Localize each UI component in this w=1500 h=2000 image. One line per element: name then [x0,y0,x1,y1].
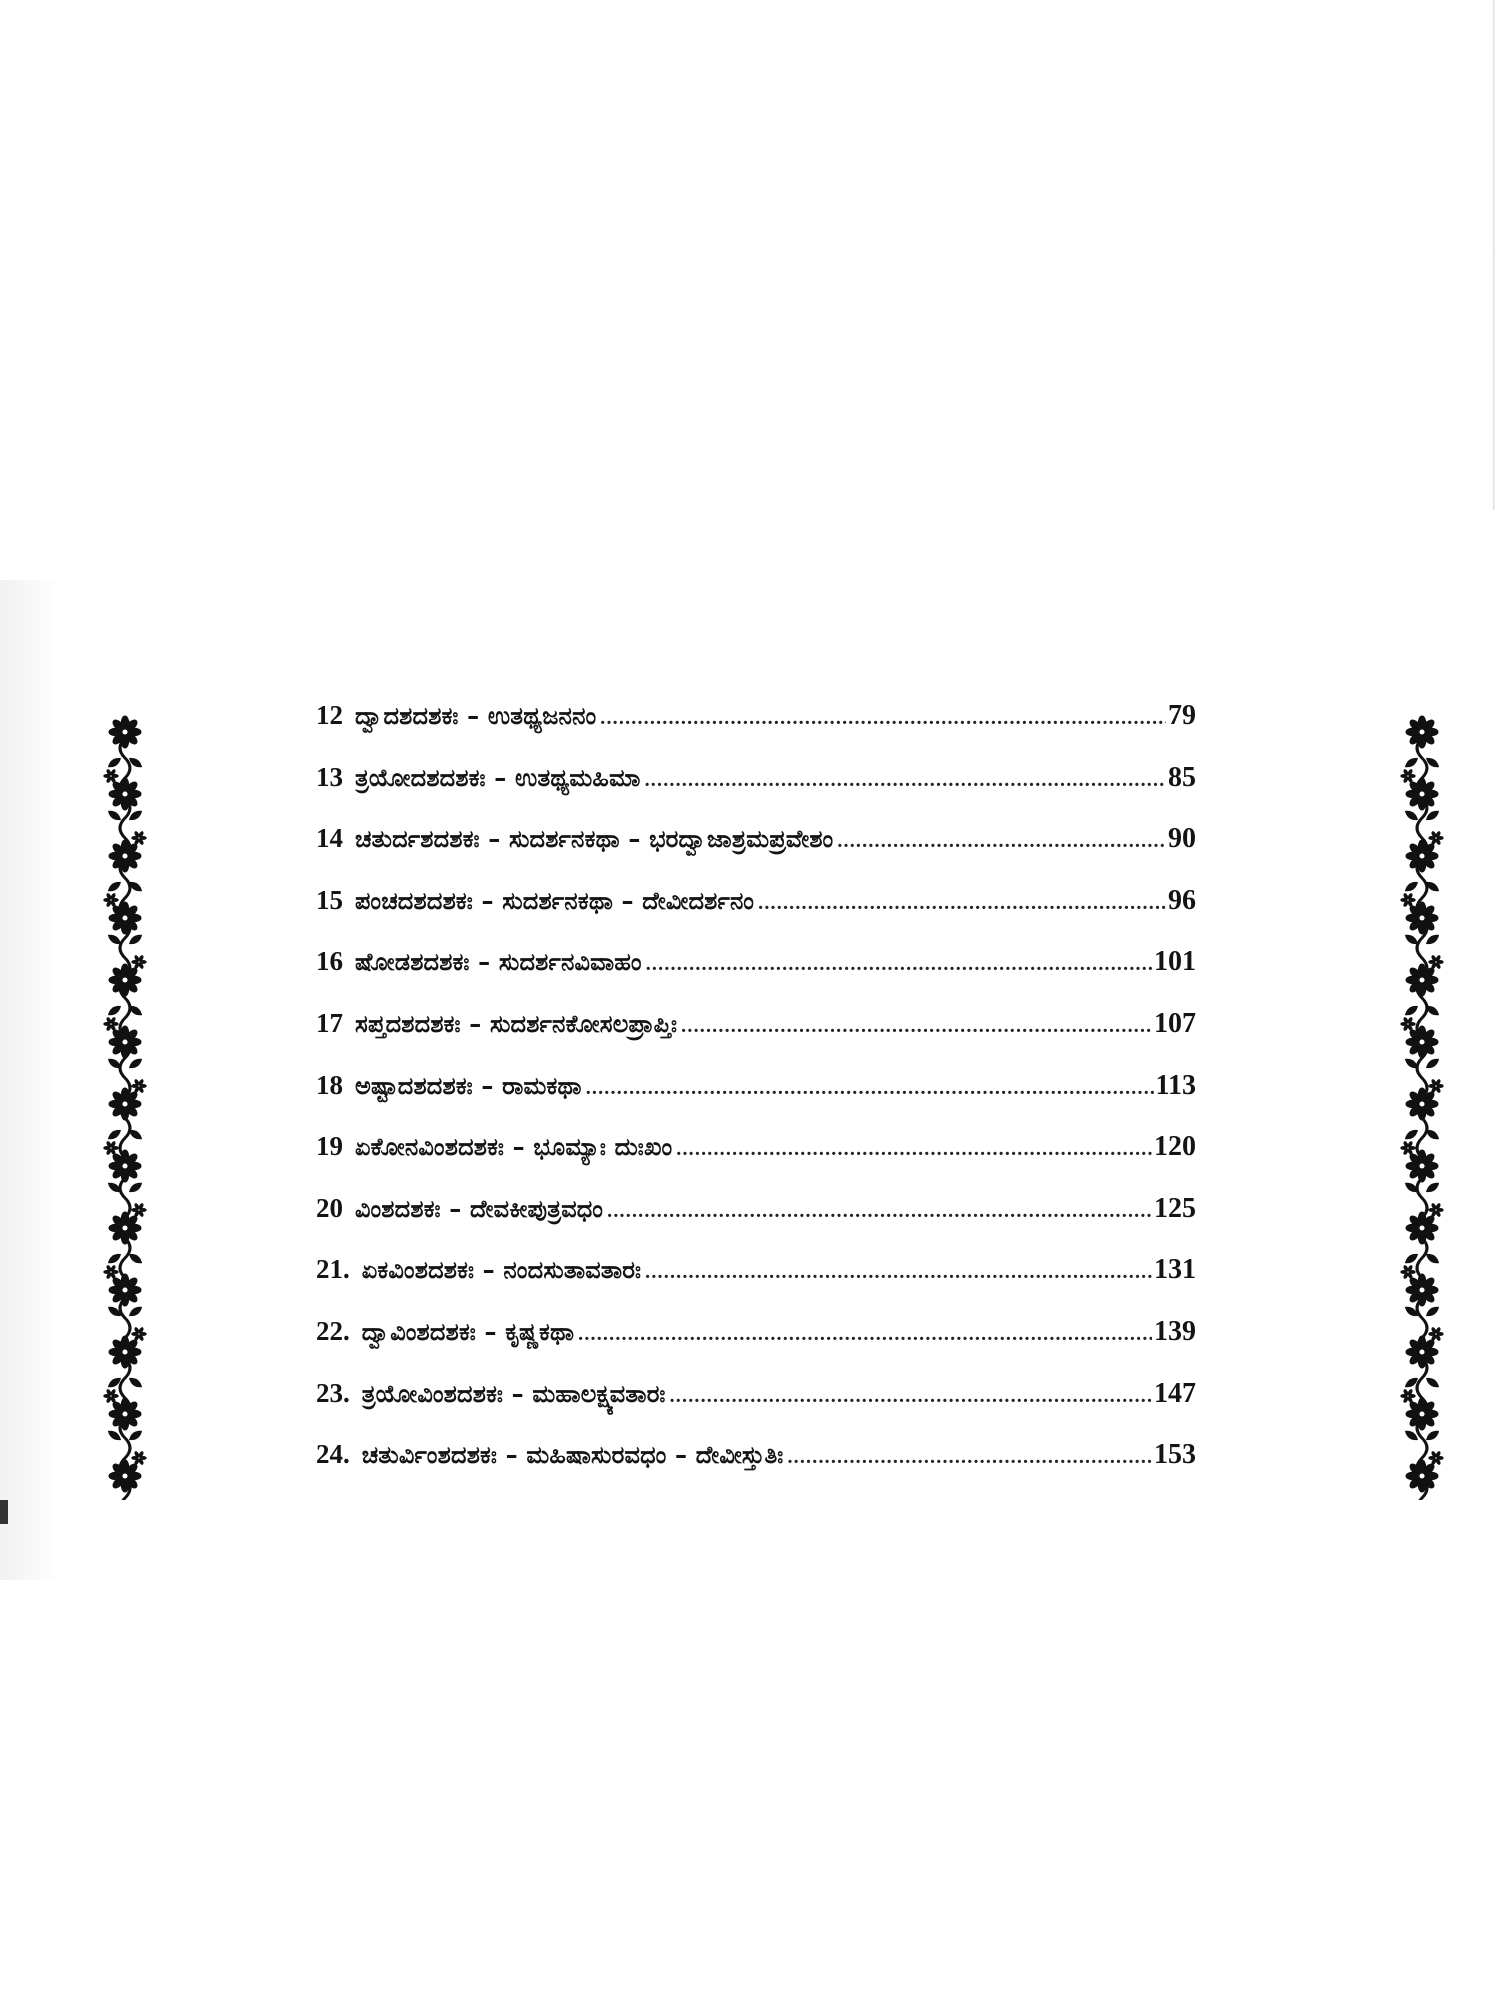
toc-entry [316,1378,1196,1440]
toc-entry [316,1070,1196,1132]
dot-leader [646,953,1152,976]
toc-entry [316,1254,1196,1316]
dot-leader [837,830,1166,853]
chapter-number: 12 [316,700,343,730]
page-number: 90 [1168,823,1196,855]
chapter-title: ಸಪ್ತದಶದಶಕಃ – ಸುದರ್ಶನಕೋಸಲಪ್ರಾಪ್ತಿಃ [355,1009,678,1038]
chapter-number: 21. [316,1254,350,1285]
toc-entry [316,1439,1196,1501]
floral-vine-icon [96,712,154,1500]
chapter-number: 15 [316,884,343,915]
dot-leader [586,1077,1154,1100]
chapter-number: 20 [316,1192,343,1223]
chapter-number: 19 [316,1131,343,1162]
chapter-number: 18 [316,1069,343,1100]
chapter-number: 14 [316,823,343,854]
dot-leader [607,1200,1152,1223]
toc-entry [316,823,1196,885]
page-number: 96 [1168,884,1196,916]
page-number: 139 [1154,1315,1196,1347]
toc-entry [316,1193,1196,1255]
dot-leader [600,707,1166,730]
page-number: 113 [1155,1069,1196,1101]
scan-mark [0,1500,8,1524]
page-number: 120 [1154,1131,1196,1163]
chapter-title: ಏಕವಿಂಶದಶಕಃ – ನಂದಸುತಾವತಾರಃ [361,1256,642,1285]
toc-entry [316,1316,1196,1378]
chapter-title: ವಿಂಶದಶಕಃ – ದೇವಕೀಪುತ್ರವಧಂ [355,1194,604,1223]
left-floral-border-icon [96,712,154,1500]
chapter-title: ದ್ವಾದಶದಶಕಃ – ಉತಥ್ಯಜನನಂ [355,702,597,730]
chapter-title: ಏಕೋನವಿಂಶದಶಕಃ – ಭೂಮ್ಯಾಃ ದುಃಖಂ [355,1133,673,1162]
toc-entry [316,1131,1196,1193]
dot-leader [787,1446,1152,1469]
page-number: 125 [1154,1192,1196,1224]
chapter-number: 13 [316,761,343,792]
right-floral-border-icon [1393,712,1451,1500]
chapter-number: 17 [316,1007,343,1038]
chapter-number: 24. [316,1439,350,1470]
chapter-title: ಅಷ್ಟಾದಶದಶಕಃ – ರಾಮಕಥಾ [355,1071,582,1100]
chapter-number: 22. [316,1315,350,1346]
page-number: 85 [1168,761,1196,793]
chapter-number: 16 [316,946,343,977]
page-number: 79 [1168,700,1196,731]
page-number: 107 [1154,1007,1196,1039]
toc-entry [316,762,1196,824]
scan-shadow [0,580,60,1580]
dot-leader [681,1015,1152,1038]
table-of-contents [316,700,1196,1501]
toc-entry [316,1008,1196,1070]
dot-leader [645,1261,1152,1284]
chapter-title: ತ್ರಯೋದಶದಶಕಃ – ಉತಥ್ಯಮಹಿಮಾ [355,763,641,792]
dot-leader [758,892,1166,915]
scan-edge-line [1493,0,1495,510]
toc-entry [316,885,1196,947]
chapter-title: ಷೋಡಶದಶಕಃ – ಸುದರ್ಶನವಿವಾಹಂ [355,948,642,977]
chapter-number: 23. [316,1377,350,1408]
chapter-title: ತ್ರಯೋವಿಂಶದಶಕಃ – ಮಹಾಲಕ್ಷ್ಯವತಾರಃ [361,1379,666,1408]
dot-leader [645,769,1166,792]
page-number: 147 [1154,1377,1196,1409]
dot-leader [676,1138,1152,1161]
toc-entry [316,700,1196,762]
chapter-title: ಚತುರ್ವಿಂಶದಶಕಃ – ಮಹಿಷಾಸುರವಧಂ – ದೇವೀಸ್ತುತಿಃ [361,1441,784,1470]
dot-leader [578,1323,1152,1346]
floral-vine-icon [1393,712,1451,1500]
toc-entry [316,946,1196,1008]
chapter-title: ಚತುರ್ದಶದಶಕಃ – ಸುದರ್ಶನಕಥಾ – ಭರದ್ವಾಜಾಶ್ರಮಪ್ರವೇಶಂ [355,825,834,854]
dot-leader [670,1385,1152,1408]
chapter-title: ದ್ವಾವಿಂಶದಶಕಃ – ಕೃಷ್ಣಕಥಾ [361,1317,575,1346]
chapter-title: ಪಂಚದಶದಶಕಃ – ಸುದರ್ಶನಕಥಾ – ದೇವೀದರ್ಶನಂ [355,886,755,915]
page-number: 101 [1154,946,1196,978]
page-number: 153 [1154,1439,1196,1471]
page-number: 131 [1154,1254,1196,1286]
